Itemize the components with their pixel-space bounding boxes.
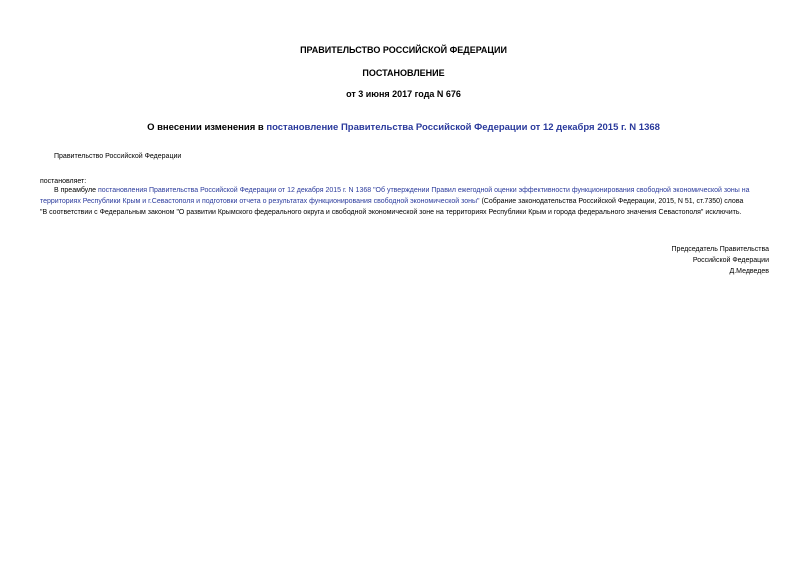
header-date-number: от 3 июня 2017 года N 676 (346, 89, 461, 99)
title-link[interactable]: постановление Правительства Российской Федерации от 12 декабря 2015 г. N 1368 (266, 122, 660, 133)
body-government: Правительство Российской Федерации (54, 153, 182, 160)
title-prefix: О внесении изменения в (147, 122, 267, 133)
document-title (0, 122, 807, 133)
paragraph-line-3: "В соответствии с Федеральным законом "О развитии Крымского федерального округа и свободной экономической зоне на территориях Республики Крым и города федерального значения Севастополя" исключить. (40, 209, 742, 216)
signature-name: Д.Медведев (729, 268, 769, 275)
signature-organization: Российской Федерации (692, 257, 769, 264)
paragraph-link-part-2[interactable]: территориях Республики Крым и г.Севастополя и подготовки отчета о результатах функционирования свободной экономической зоны" (40, 198, 480, 205)
paragraph-prefix: В преамбуле (54, 187, 98, 194)
header-document-type: ПОСТАНОВЛЕНИЕ (362, 68, 445, 78)
body-paragraph (40, 185, 770, 218)
paragraph-line-2 (40, 196, 770, 207)
signature-position: Председатель Правительства (671, 246, 769, 253)
paragraph-line-1 (40, 185, 770, 196)
paragraph-citation: (Собрание законодательства Российской Федерации, 2015, N 51, ст.7350) слова (479, 198, 744, 205)
paragraph-link-part-1[interactable]: постановления Правительства Российской Федерации от 12 декабря 2015 г. N 1368 "Об утверждении Правил ежегодной оценки эффективности функционирования свободной экономической зоны на (97, 187, 750, 194)
header-government: ПРАВИТЕЛЬСТВО РОССИЙСКОЙ ФЕДЕРАЦИИ (300, 45, 507, 55)
body-decrees: постановляет: (40, 178, 87, 185)
